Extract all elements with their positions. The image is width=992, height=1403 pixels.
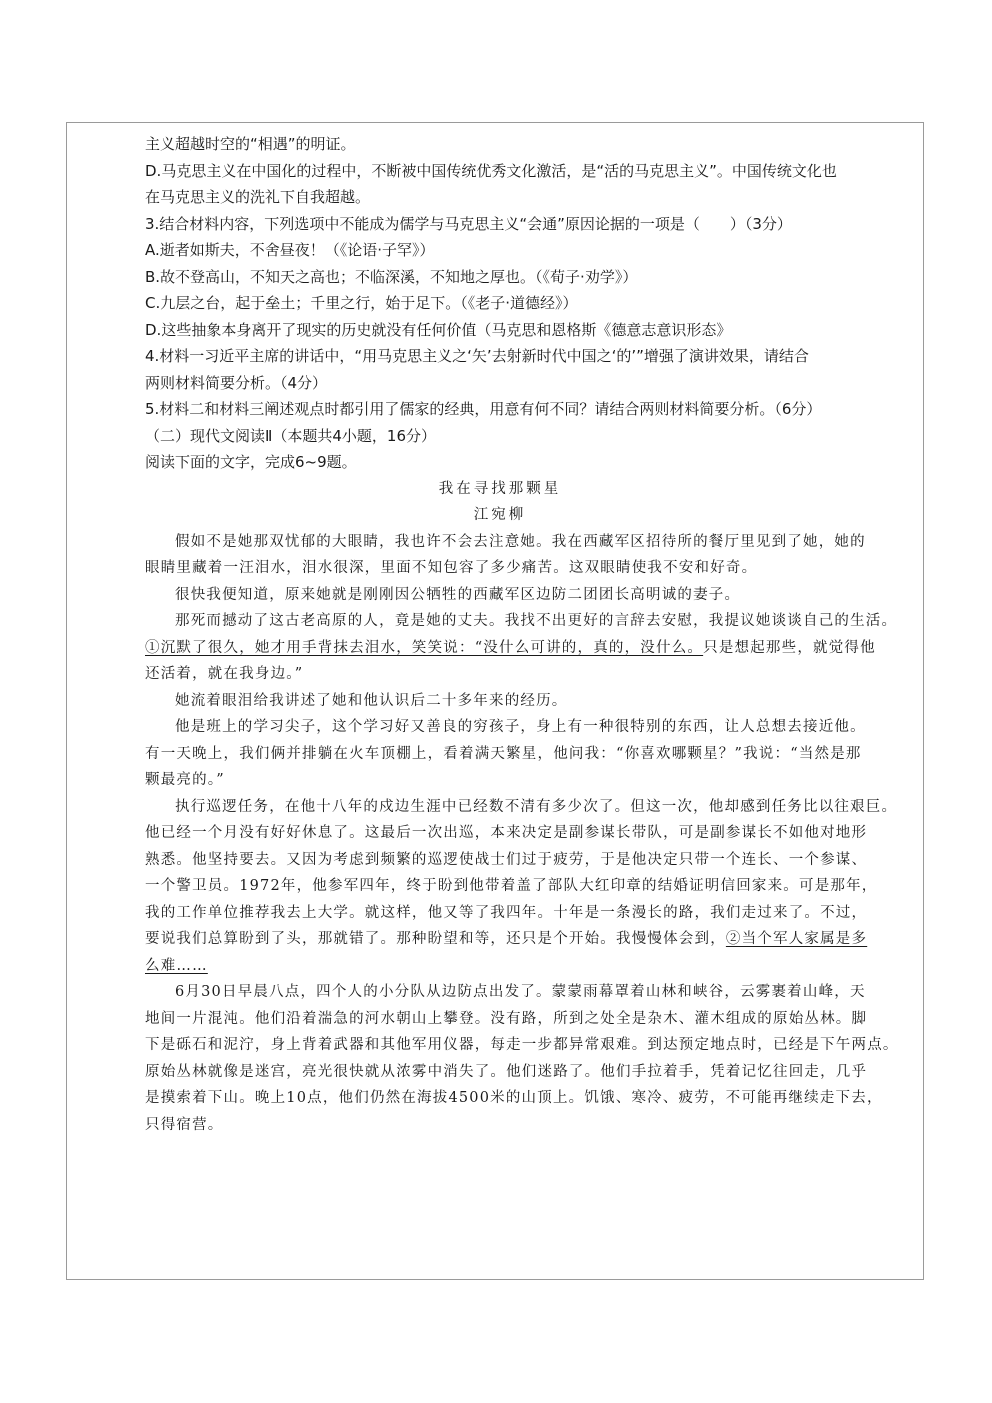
text-line: 在马克思主义的洗礼下自我超越。 bbox=[145, 188, 371, 206]
option-c: C.九层之台，起于垒土；千里之行，始于足下。（《老子·道德经》） bbox=[145, 294, 578, 312]
paragraph-line: 熟悉。他坚持要去。又因为考虑到频繁的巡逻使战士们过于疲劳，于是他决定只带一个连长、一个参谋、 bbox=[145, 851, 868, 868]
paragraph-line: 他是班上的学习尖子，这个学习好又善良的穷孩子，身上有一种很特别的东西，让人总想去接近他。 bbox=[175, 719, 866, 735]
document-content bbox=[145, 131, 899, 1138]
text-span: 只是想起那些，就觉得他 bbox=[703, 639, 876, 656]
underlined-sentence-2: ②当个军人家属是多 bbox=[725, 931, 868, 947]
option-a: A.逝者如斯夫，不舍昼夜！（《论语·子罕》） bbox=[145, 241, 435, 259]
text-span: 要说我们总算盼到了头，那就错了。那种盼望和等，还只是个开始。我慢慢体会到， bbox=[145, 931, 726, 947]
question-4-stem: 4.材料一习近平主席的讲话中，“用马克思主义之‘矢’去射新时代中国之‘的’”增强了演讲效果，请结合 bbox=[145, 347, 809, 365]
paragraph-line: 一个警卫员。1972年，他参军四年，终于盼到他带着盖了部队大红印章的结婚证明信回家来。可是那年， bbox=[145, 878, 878, 894]
paragraph-line: 有一天晚上，我们俩并排躺在火车顶棚上，看着满天繁星，他问我：“你喜欢哪颗星？”我说：“当然是那 bbox=[145, 745, 862, 762]
paragraph-line: 颗最亮的。” bbox=[145, 772, 225, 788]
underlined-sentence-2-cont: 么难…… bbox=[145, 957, 208, 974]
paragraph-line: 我的工作单位推荐我去上大学。就这样，他又等了我四年。十年是一条漫长的路，我们走过来了。不过， bbox=[145, 904, 868, 921]
paragraph-line: 假如不是她那双忧郁的大眼睛，我也许不会去注意她。我在西藏军区招待所的餐厅里见到了她，她的 bbox=[175, 533, 866, 550]
text-line: 两则材料简要分析。（4分） bbox=[145, 373, 328, 392]
document-page bbox=[66, 122, 924, 1280]
text-line: 主义超越时空的“相遇”的明证。 bbox=[145, 135, 356, 153]
paragraph-line: 下是砾石和泥泞，身上背着武器和其他军用仪器，每走一步都异常艰难。到达预定地点时，已经是下午两点。 bbox=[145, 1037, 899, 1053]
paragraph-line: 6月30日早晨八点，四个人的小分队从边防点出发了。蒙蒙雨幕罩着山林和峡谷，云雾裹着山峰，天 bbox=[175, 984, 866, 1000]
question-5-stem: 5.材料二和材料三阐述观点时都引用了儒家的经典，用意有何不同？请结合两则材料简要分析。（6分） bbox=[145, 400, 822, 418]
paragraph-line: 只得宿营。 bbox=[145, 1116, 224, 1133]
section-heading: （二）现代文阅读Ⅱ（本题共4小题，16分） bbox=[145, 426, 437, 445]
paragraph-line bbox=[145, 926, 868, 953]
paragraph-line: 他已经一个月没有好好休息了。这最后一次出巡，本来决定是副参谋长带队，可是副参谋长不如他对地形 bbox=[145, 825, 868, 841]
option-b: B.故不登高山，不知天之高也；不临深溪，不知地之厚也。（《荀子·劝学》） bbox=[145, 267, 638, 286]
paragraph-line: 很快我便知道，原来她就是刚刚因公牺牲的西藏军区边防二团团长高明诚的妻子。 bbox=[175, 586, 741, 603]
paragraph-line: 眼睛里藏着一汪泪水，泪水很深，里面不知包容了多少痛苦。这双眼睛使我不安和好奇。 bbox=[145, 560, 758, 576]
underlined-sentence-1: ①沉默了很久，她才用手背抹去泪水，笑笑说：“没什么可讲的，真的，没什么。 bbox=[145, 639, 704, 656]
text-line: D.马克思主义在中国化的过程中，不断被中国传统优秀文化激活，是“活的马克思主义”。中国传统文化也 bbox=[145, 161, 837, 180]
paragraph-line: 她流着眼泪给我讲述了她和他认识后二十多年来的经历。 bbox=[175, 692, 568, 709]
paragraph-line: 执行巡逻任务，在他十八年的戍边生涯中已经数不清有多少次了。但这一次，他却感到任务比以往艰巨。 bbox=[175, 798, 898, 815]
article-title: 我在寻找那颗星 bbox=[438, 480, 562, 497]
paragraph-line: 是摸索着下山。晚上10点，他们仍然在海拔4500米的山顶上。饥饿、寒冷、疲劳，不可能再继续走下去， bbox=[145, 1090, 883, 1106]
paragraph-line: 还活着，就在我身边。” bbox=[145, 666, 304, 682]
question-3-stem: 3.结合材料内容，下列选项中不能成为儒学与马克思主义“会通”原因论据的一项是（ ）（3分） bbox=[145, 214, 792, 233]
article-author: 江宛柳 bbox=[473, 507, 527, 523]
paragraph-line bbox=[145, 953, 855, 980]
reading-instruction: 阅读下面的文字，完成6~9题。 bbox=[145, 453, 357, 471]
paragraph-line: 原始丛林就像是迷宫，亮光很快就从浓雾中消失了。他们迷路了。他们手拉着手，凭着记忆往回走，几乎 bbox=[145, 1063, 868, 1080]
paragraph-line: 那死而撼动了这古老高原的人，竟是她的丈夫。我找不出更好的言辞去安慰，我提议她谈谈自己的生活。 bbox=[175, 613, 898, 629]
option-d: D.这些抽象本身离开了现实的历史就没有任何价值（马克思和恩格斯《德意志意识形态》 bbox=[145, 320, 732, 339]
paragraph-line: 地间一片混沌。他们沿着湍急的河水朝山上攀登。没有路，所到之处全是杂木、灌木组成的原始丛林。脚 bbox=[145, 1010, 868, 1027]
paragraph-line bbox=[145, 635, 876, 662]
